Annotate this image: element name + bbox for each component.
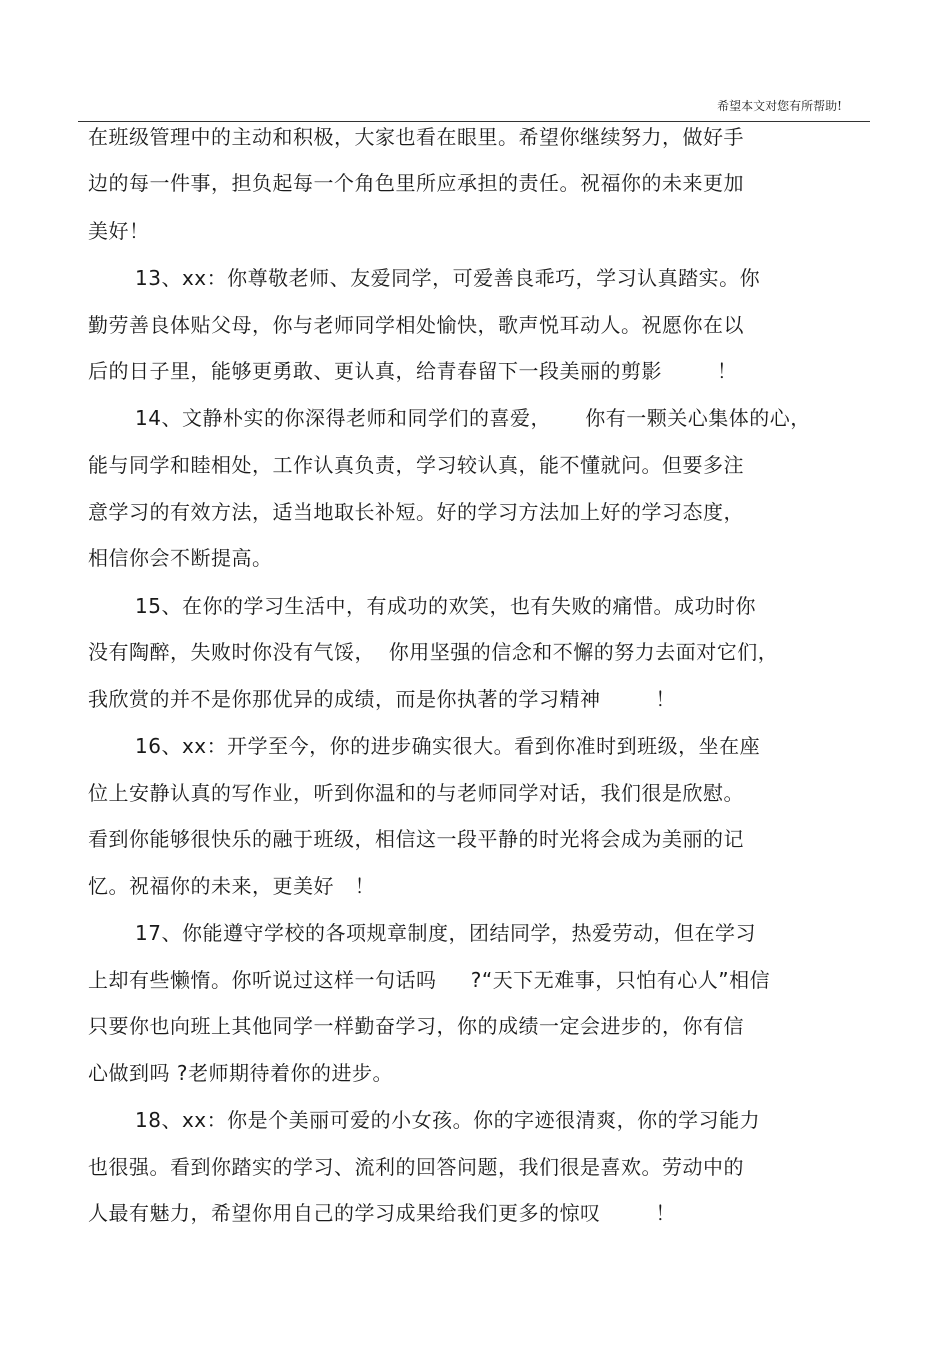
text-line: 后的日子里，能够更勇敢、更认真，给青春留下一段美丽的剪影 ！: [88, 359, 738, 383]
text-line: 位上安静认真的写作业，听到你温和的与老师同学对话，我们很是欣慰。: [88, 781, 744, 805]
text-line: 看到你能够很快乐的融于班级，相信这一段平静的时光将会成为美丽的记: [88, 827, 744, 851]
paragraph-13-start: 13、xx：你尊敬老师、友爱同学，可爱善良乖巧，学习认真踏实。你: [135, 266, 761, 290]
paragraph-14-start: 14、文静朴实的你深得老师和同学们的喜爱， 你有一颗关心集体的心，: [135, 406, 811, 430]
paragraph-15-start: 15、在你的学习生活中，有成功的欢笑，也有失败的痛惜。成功时你: [135, 594, 756, 618]
text-line: 在班级管理中的主动和积极，大家也看在眼里。希望你继续努力，做好手: [88, 125, 744, 149]
text-line: 人最有魅力，希望你用自己的学习成果给我们更多的惊叹 ！: [88, 1201, 676, 1225]
paragraph-18-start: 18、xx：你是个美丽可爱的小女孩。你的字迹很清爽，你的学习能力: [135, 1108, 761, 1132]
text-line: 只要你也向班上其他同学一样勤奋学习，你的成绩一定会进步的，你有信: [88, 1014, 744, 1038]
text-line: 心做到吗 ?老师期待着你的进步。: [88, 1061, 393, 1085]
text-line: 边的每一件事，担负起每一个角色里所应承担的责任。祝福你的未来更加: [88, 171, 744, 195]
text-line: 忆。祝福你的未来，更美好 ！: [88, 874, 376, 898]
text-line: 能与同学和睦相处，工作认真负责，学习较认真，能不懂就问。但要多注: [88, 453, 744, 477]
header-note: 希望本文对您有所帮助!: [717, 99, 842, 113]
paragraph-17-start: 17、你能遵守学校的各项规章制度，团结同学，热爱劳动，但在学习: [135, 921, 756, 945]
text-line: 上却有些懒惰。你听说过这样一句话吗 ?“天下无难事，只怕有心人”相信: [88, 968, 771, 992]
text-line: 意学习的有效方法，适当地取长补短。好的学习方法加上好的学习态度，: [88, 500, 744, 524]
text-line: 也很强。看到你踏实的学习、流利的回答问题，我们很是喜欢。劳动中的: [88, 1155, 744, 1179]
paragraph-16-start: 16、xx：开学至今，你的进步确实很大。看到你准时到班级，坐在座: [135, 734, 761, 758]
header-rule: [78, 121, 870, 122]
text-line: 相信你会不断提高。: [88, 546, 273, 570]
text-line: 勤劳善良体贴父母，你与老师同学相处愉快，歌声悦耳动人。祝愿你在以: [88, 313, 744, 337]
text-line: 美好！: [88, 219, 150, 243]
text-line: 我欣赏的并不是你那优异的成绩，而是你执著的学习精神 ！: [88, 687, 676, 711]
text-line: 没有陶醉，失败时你没有气馁， 你用坚强的信念和不懈的努力去面对它们，: [88, 640, 779, 664]
